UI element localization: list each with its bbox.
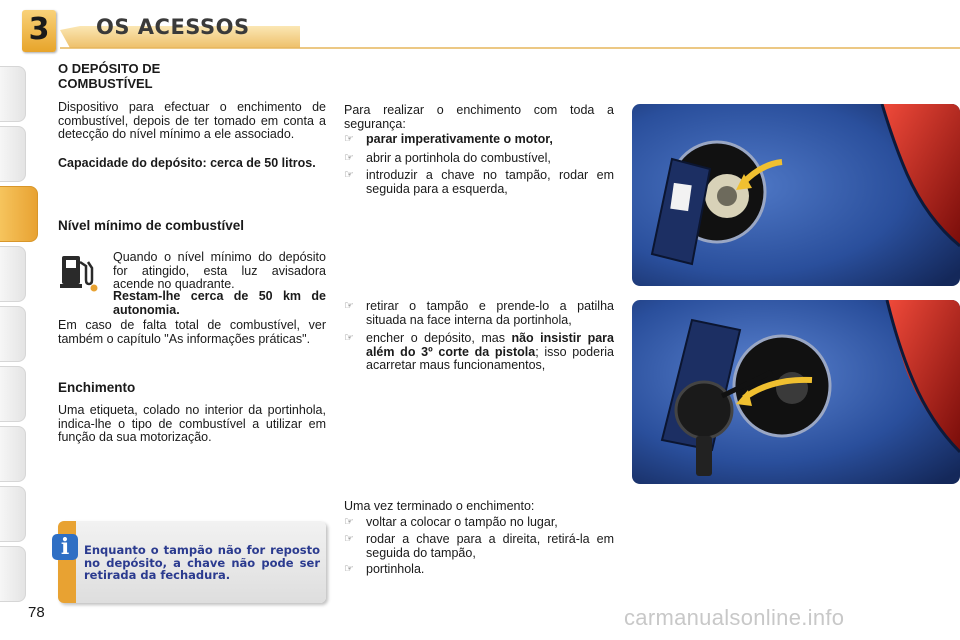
step-replace-cap: [344, 516, 614, 530]
step-text: retirar o tampão e prende-lo a patilha situada na face interna da portinhola,: [366, 299, 614, 327]
fuel-pump-icon: [58, 250, 100, 294]
step-text: introduzir a chave no tampão, rodar em seguida para a esquerda,: [366, 168, 614, 196]
pointing-hand-icon: ☞: [344, 133, 354, 145]
pointing-hand-icon: ☞: [344, 533, 354, 545]
refuel-heading: Enchimento: [58, 380, 136, 395]
pointing-hand-icon: ☞: [344, 300, 354, 312]
chapter-tab-6[interactable]: [0, 366, 26, 422]
chapter-tab-7[interactable]: [0, 426, 26, 482]
chapter-tab-5[interactable]: [0, 306, 26, 362]
pointing-hand-icon: ☞: [344, 563, 354, 575]
step-text: abrir a portinhola do combustível,: [366, 151, 551, 165]
page-title: OS ACESSOS: [96, 15, 250, 39]
chapter-number: 3: [28, 12, 50, 47]
step-close-flap: [344, 563, 614, 577]
pointing-hand-icon: ☞: [344, 169, 354, 181]
section-title-line2: COMBUSTÍVEL: [58, 76, 153, 91]
step-text: portinhola.: [366, 562, 425, 576]
step-text-warning: não insistir para além do 3º corte da pistola: [366, 331, 614, 359]
capacity-note: Capacidade do depósito: cerca de 50 litros.: [58, 156, 316, 170]
step-text-post: ; isso poderia acarretar maus funcionamentos,: [366, 344, 614, 372]
finish-intro: Uma vez terminado o enchimento:: [344, 499, 535, 513]
step-text: parar imperativamente o motor,: [366, 132, 553, 146]
pointing-hand-icon: ☞: [344, 332, 354, 344]
refuel-text: Uma etiqueta, colado no interior da portinhola, indica-lhe o tipo de combustível a utilizar em função da sua motorização.: [58, 403, 326, 444]
fuel-flap-open-photo: [632, 104, 960, 286]
pointing-hand-icon: ☞: [344, 516, 354, 528]
chapter-tab-1[interactable]: [0, 66, 26, 122]
section-title-line1: O DEPÓSITO DE: [58, 61, 161, 76]
step-turn-key: [344, 533, 614, 561]
step-open-flap: [344, 152, 614, 166]
chapter-tab-8[interactable]: [0, 486, 26, 542]
autonomy-note: Restam-lhe cerca de 50 km de autonomia.: [113, 289, 326, 317]
info-text: Enquanto o tampão não for reposto no depósito, a chave não pode ser retirada da fechadura.: [84, 543, 320, 582]
step-stop-engine: [344, 133, 614, 147]
step-insert-key: [344, 169, 614, 197]
min-level-text: Quando o nível mínimo do depósito for atingido, esta luz avisadora acende no quadrante.: [113, 250, 326, 291]
watermark: carmanualsonline.info: [624, 605, 845, 630]
chapter-tab-2[interactable]: [0, 126, 26, 182]
step-text-pre: encher o depósito, mas: [366, 331, 505, 345]
chapter-tab-3-active[interactable]: [0, 186, 38, 242]
page-number: 78: [28, 604, 45, 621]
step-text: rodar a chave para a direita, retirá-la em seguida do tampão,: [366, 532, 614, 560]
empty-tank-text: Em caso de falta total de combustível, ver também o capítulo "As informações práticas".: [58, 318, 326, 346]
intro-paragraph: Dispositivo para efectuar o enchimento de combustível, depois de ter tomado em conta a detecção do nível mínimo a ele associado.: [58, 100, 326, 141]
min-level-heading: Nível mínimo de combustível: [58, 218, 245, 233]
fuel-cap-removed-photo: [632, 300, 960, 484]
info-icon: i: [52, 534, 78, 560]
chapter-tab-9[interactable]: [0, 546, 26, 602]
step-fill-tank: [344, 332, 614, 388]
safety-intro: Para realizar o enchimento com toda a segurança:: [344, 103, 614, 131]
step-text: voltar a colocar o tampão no lugar,: [366, 515, 558, 529]
chapter-tab-4[interactable]: [0, 246, 26, 302]
pointing-hand-icon: ☞: [344, 152, 354, 164]
step-remove-cap: [344, 300, 614, 328]
